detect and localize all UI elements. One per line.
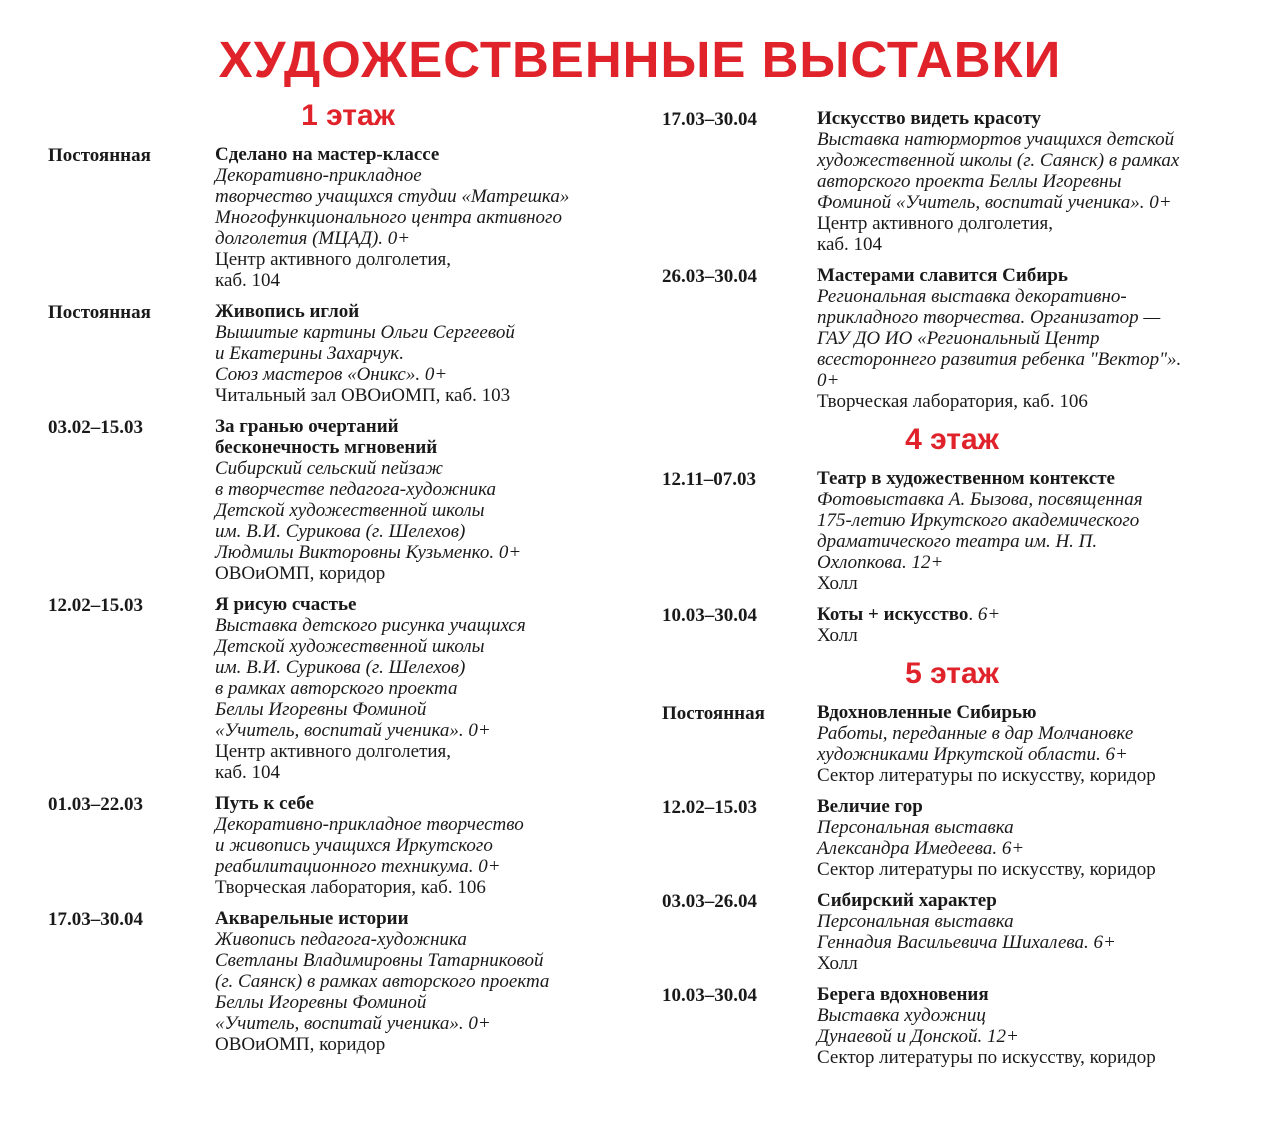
exhibition-entry [662,468,1242,594]
entry-title-text: Коты + искусство [817,604,969,625]
entry-description-line: Декоративно-прикладное [215,165,422,186]
entry-location-line: Сектор литературы по искусству, коридор [817,765,1156,786]
entry-description-line: Декоративно-прикладное творчество [215,814,524,835]
entry-description-line: «Учитель, воспитай ученика». 0+ [215,1013,491,1034]
entry-location-line: Творческая лаборатория, каб. 106 [215,877,486,898]
entry-title-text: За гранью очертаний [215,416,399,437]
entry-description-line: Светланы Владимировны Татарниковой [215,950,544,971]
entry-description-line: Беллы Игоревны Фоминой [215,699,427,720]
entry-description-line: прикладного творчества. Организатор — [817,307,1161,328]
entry-description-line: 175-летию Иркутского академического [817,510,1140,531]
entry-location-line: Центр активного долголетия, [215,249,452,270]
entry-description-line: в рамках авторского проекта [215,678,458,699]
entry-title [215,144,648,165]
entry-title [817,604,1242,625]
entry-date: 03.03–26.04 [662,891,757,912]
entry-description-line: Региональная выставка декоративно- [817,286,1127,307]
entry-description-line: Геннадия Васильевича Шихалева. 6+ [817,932,1116,953]
exhibition-entry [662,890,1242,974]
entry-description-line: долголетия (МЦАД). 0+ [215,228,411,249]
entry-location-line: Сектор литературы по искусству, коридор [817,859,1156,880]
entry-title [817,984,1242,1005]
floor-heading: 4 этаж [905,423,999,456]
entry-description-line: Союз мастеров «Оникс». 0+ [215,364,448,385]
entry-title-text: Сибирский характер [817,890,997,911]
entry-title-text: бесконечность мгновений [215,437,438,458]
entry-date: 03.02–15.03 [48,417,143,438]
page-title: ХУДОЖЕСТВЕННЫЕ ВЫСТАВКИ [218,31,1062,88]
entry-title-text: Я рисую счастье [215,594,357,615]
column-left [48,94,648,1078]
entry-description-line: всестороннего развития ребенка "Вектор"». [817,349,1182,370]
entry-description-line: им. В.И. Сурикова (г. Шелехов) [215,657,466,678]
exhibition-entry [662,265,1242,412]
exhibition-entry [48,416,648,584]
floor-heading: 5 этаж [905,657,999,690]
entry-description-line: ГАУ ДО ИО «Региональный Центр [817,328,1100,349]
entry-description-line: Персональная выставка [817,817,1014,838]
entry-content [215,144,648,291]
entry-location-line: Сектор литературы по искусству, коридор [817,1047,1156,1068]
entry-title [215,908,648,929]
entry-description-line: Дунаевой и Донской. 12+ [817,1026,1019,1047]
entry-content [215,416,648,584]
floor-heading: 1 этаж [301,99,395,132]
entry-content [817,468,1242,594]
entry-title [215,437,648,458]
entry-title-text: Мастерами славится Сибирь [817,265,1068,286]
entry-title [817,468,1242,489]
entry-description-line: Фотовыставка А. Бызова, посвященная [817,489,1143,510]
entry-description-line: Сибирский сельский пейзаж [215,458,443,479]
entry-description-line: Живопись педагога-художника [215,929,467,950]
entry-title [817,890,1242,911]
entry-date: Постоянная [48,302,151,323]
entry-description-line: и живопись учащихся Иркутского [215,835,493,856]
entry-date: 10.03–30.04 [662,605,757,626]
entry-description-line: в творчестве педагога-художника [215,479,496,500]
entry-content [215,908,648,1055]
entry-description-line: Выставка натюрмортов учащихся детской [817,129,1175,150]
entry-location-line: ОВОиОМП, коридор [215,1034,386,1055]
exhibition-entry [662,604,1242,646]
entry-date: Постоянная [48,145,151,166]
entry-title-text: Величие гор [817,796,923,817]
entry-description-line: Выставка художниц [817,1005,986,1026]
entry-description-line: Многофункционального центра активного [215,207,562,228]
entry-title-text: Театр в художественном контексте [817,468,1115,489]
exhibition-entry [48,301,648,406]
entry-title-text: Сделано на мастер-классе [215,144,440,165]
entry-age-rating: 6+ [977,604,1001,625]
exhibition-entry [662,702,1242,786]
entry-title-separator: . [968,604,978,625]
entry-content [817,604,1242,646]
entry-description-line: Вышитые картины Ольги Сергеевой [215,322,515,343]
entry-content [817,796,1242,880]
entry-description-line: Людмилы Викторовны Кузьменко. 0+ [215,542,522,563]
entry-date: 17.03–30.04 [662,109,757,130]
entry-location-line: ОВОиОМП, коридор [215,563,386,584]
entry-date: 12.11–07.03 [662,469,756,490]
entry-content [215,594,648,783]
entry-description-line: «Учитель, воспитай ученика». 0+ [215,720,491,741]
entry-location-line: Центр активного долголетия, [817,213,1054,234]
entry-location-line: Читальный зал ОВОиОМП, каб. 103 [215,385,511,406]
entry-title-text: Вдохновленные Сибирью [817,702,1037,723]
exhibition-entry [662,108,1242,255]
entry-description-line: художественной школы (г. Саянск) в рамках [817,150,1180,171]
entry-content [817,702,1242,786]
exhibition-entry [662,984,1242,1068]
entry-title-text: Акварельные истории [215,908,409,929]
entry-date: 10.03–30.04 [662,985,757,1006]
entry-title [215,594,648,615]
entry-description-line: Александра Имедеева. 6+ [817,838,1025,859]
entry-description-line: Фоминой «Учитель, воспитай ученика». 0+ [817,192,1172,213]
entry-description-line: Детской художественной школы [215,636,485,657]
entry-description-line: 0+ [817,370,840,391]
entry-location-line: Холл [817,625,858,646]
entry-location-line: Холл [817,953,858,974]
exhibition-entry [48,793,648,898]
entry-location-line: Холл [817,573,858,594]
entry-description-line: авторского проекта Беллы Игоревны [817,171,1122,192]
column-right [662,94,1242,1078]
entry-description-line: Детской художественной школы [215,500,485,521]
entry-title [817,108,1242,129]
exhibition-entry [48,144,648,291]
entry-title-text: Путь к себе [215,793,314,814]
entry-content [215,301,648,406]
entry-title [817,265,1242,286]
entry-date: 12.02–15.03 [48,595,143,616]
entry-description-line: Охлопкова. 12+ [817,552,944,573]
entry-title-text: Берега вдохновения [817,984,989,1005]
entry-date: 01.03–22.03 [48,794,143,815]
entry-description-line: им. В.И. Сурикова (г. Шелехов) [215,521,466,542]
entry-description-line: драматического театра им. Н. П. [817,531,1098,552]
entry-location-line: каб. 104 [817,234,883,255]
exhibition-entry [662,796,1242,880]
entry-title [817,702,1242,723]
entry-content [817,984,1242,1068]
entry-title [817,796,1242,817]
entry-title-text: Искусство видеть красоту [817,108,1042,129]
entry-title [215,793,648,814]
entry-description-line: Персональная выставка [817,911,1014,932]
exhibition-entry [48,594,648,783]
entry-location-line: каб. 104 [215,762,281,783]
entry-location-line: каб. 104 [215,270,281,291]
entry-date: 12.02–15.03 [662,797,757,818]
entry-location-line: Центр активного долголетия, [215,741,452,762]
entry-description-line: (г. Саянск) в рамках авторского проекта [215,971,550,992]
entry-content [215,793,648,898]
entry-description-line: Выставка детского рисунка учащихся [215,615,526,636]
entry-title [215,301,648,322]
entry-content [817,108,1242,255]
exhibition-entry [48,908,648,1055]
columns-wrapper [0,94,1280,1078]
entry-date: Постоянная [662,703,765,724]
entry-title-text: Живопись иглой [215,301,360,322]
entry-title [215,416,648,437]
entry-date: 17.03–30.04 [48,909,143,930]
entry-location-line: Творческая лаборатория, каб. 106 [817,391,1088,412]
entry-description-line: и Екатерины Захарчук. [215,343,404,364]
entry-description-line: художниками Иркутской области. 6+ [817,744,1128,765]
entry-content [817,890,1242,974]
entry-description-line: Беллы Игоревны Фоминой [215,992,427,1013]
entry-date: 26.03–30.04 [662,266,757,287]
entry-description-line: реабилитационного техникума. 0+ [215,856,501,877]
entry-description-line: Работы, переданные в дар Молчановке [817,723,1134,744]
entry-content [817,265,1242,412]
entry-description-line: творчество учащихся студии «Матрешка» [215,186,570,207]
